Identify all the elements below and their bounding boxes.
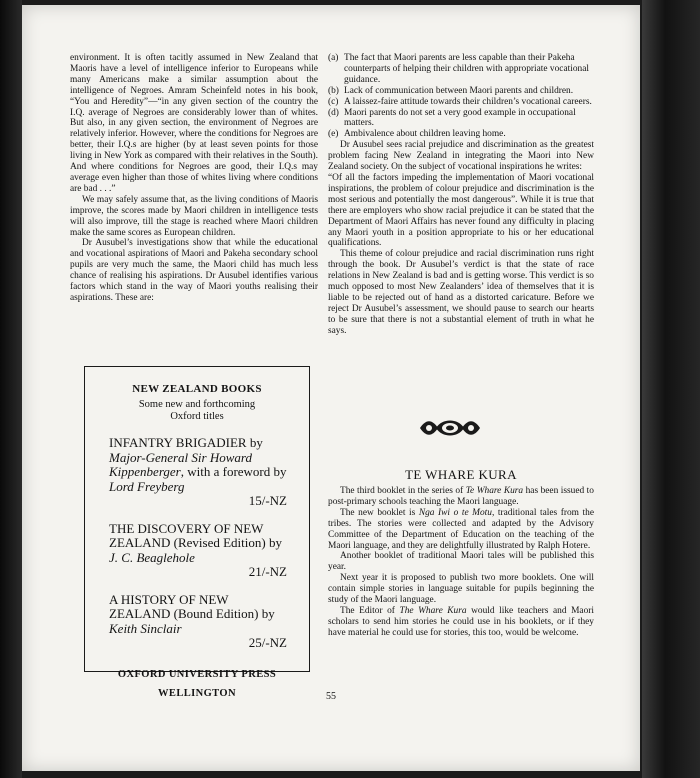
list-marker: (a) bbox=[328, 53, 339, 63]
factor-list-item bbox=[328, 97, 594, 108]
factor-list-item bbox=[328, 108, 594, 130]
list-text: A laissez-faire attitude towards their children’s vocational careers. bbox=[344, 96, 592, 107]
left-column bbox=[70, 53, 318, 304]
list-text: The fact that Maori parents are less capable than their Pakeha counterparts of helping their children with appropriate vocational guidance. bbox=[344, 53, 589, 85]
book-author: Keith Sinclair bbox=[109, 620, 182, 636]
ornament-divider-icon bbox=[418, 417, 482, 439]
advert-publisher: OXFORD UNIVERSITY PRESS bbox=[117, 668, 277, 680]
right-paragraph-2: This theme of colour prejudice and racial discrimination runs right through the book. Dr Ausubel’s verdict is that the state of race relations in New Zealand is bad and is getting worse. This verdict is so much opposed to most New Zealanders’ idea of themselves that it is liable to be rejected out of hand as a distorted caricature. Before we reject Dr Ausubel’s assessment, we should pause to search our hearts to be sure that there is not a substantial element of truth in what he says. bbox=[328, 249, 594, 336]
list-text: Maori parents do not set a very good example in occupational matters. bbox=[344, 107, 576, 129]
advert-book-entry bbox=[109, 593, 287, 651]
booklet-title: Nga Iwi o te Motu bbox=[418, 507, 492, 518]
book-author: J. C. Beaglehole bbox=[109, 549, 195, 565]
section-title: TE WHARE KURA bbox=[405, 467, 517, 482]
factor-list-item bbox=[328, 129, 594, 140]
whare-kura-paragraph-2 bbox=[328, 508, 594, 552]
whare-kura-paragraph-4: Next year it is proposed to publish two more booklets. One will contain simple stories in language suitable for pupils beginning the study of the Maori language. bbox=[328, 573, 594, 606]
publication-title: The Whare Kura bbox=[399, 605, 467, 616]
book-title: THE DISCOVERY OF NEW ZEALAND bbox=[109, 520, 264, 550]
advert-subheading-line-2: Oxford titles bbox=[170, 411, 224, 422]
book-price: 21/-NZ bbox=[248, 564, 287, 579]
list-text: Ambivalence about children leaving home. bbox=[344, 129, 506, 140]
factor-list-item bbox=[328, 86, 594, 97]
advert-subheading-line-1: Some new and forthcoming bbox=[138, 399, 256, 410]
text-run: The Editor of bbox=[340, 605, 400, 616]
book-title: A HISTORY OF NEW ZEALAND bbox=[109, 591, 229, 621]
scan-left-edge bbox=[0, 0, 22, 778]
text-run: The third booklet in the series of bbox=[340, 486, 466, 496]
book-edition: (Bound Edition) by bbox=[170, 606, 275, 621]
book-price: 15/-NZ bbox=[248, 493, 287, 508]
scan-right-edge bbox=[642, 0, 700, 778]
book-author: Major-General Sir Howard Kippenberger bbox=[109, 449, 252, 479]
list-text: Lack of communication between Maori parents and children. bbox=[344, 85, 574, 96]
book-advertisement bbox=[84, 366, 310, 699]
list-marker: (e) bbox=[328, 129, 339, 140]
page-number: 55 bbox=[326, 691, 336, 702]
left-paragraph-1: environment. It is often tacitly assumed in New Zealand that Maoris have a level of intelligence inferior to Europeans while many Americans make a similar assumption about the intelligence of Negroes. Amram Scheinfeld notes in his book, “You and Heredity”—“in any given section of the country the I.Q. average of Negroes are considerably lower than of whites. But also, in any given section, the environment of Negroes are relatively inferior. However, where the conditions for Negroes are better, their I.Q.s are higher (by at least seven points for those living in New York as compared with their relatives in the South). And where conditions for Negroes are good, their I.Q.s may average even higher than those of whites living where conditions are bad . . .” bbox=[70, 53, 318, 194]
book-page bbox=[22, 5, 640, 771]
whare-kura-column bbox=[328, 486, 594, 639]
right-quote: “Of all the factors impeding the implementation of Maori vocational inspirations, the problem of colour prejudice and discrimination is the most serious and potentially the most dangerous”. While it is true that there are employers who show racial prejudice it can be stated that the Department of Maori Affairs has never found any difficulty in placing any Maori youth in a position appropriate to his or her educational qualifications. bbox=[328, 172, 594, 249]
advert-city: WELLINGTON bbox=[158, 687, 236, 699]
right-column bbox=[328, 53, 594, 337]
booklet-series-title: Te Whare Kura bbox=[465, 486, 524, 496]
text-run: The new booklet is bbox=[340, 507, 419, 518]
advert-subheading bbox=[85, 399, 309, 423]
text-run: would like teachers and Maori scholars to send him stories he could use in his booklets, or if they have material he could use for stories, this too, would be welcome. bbox=[328, 605, 594, 638]
factor-list-item bbox=[328, 53, 594, 86]
advert-book-entry bbox=[109, 522, 287, 580]
list-marker: (d) bbox=[328, 107, 339, 118]
book-by: by bbox=[249, 435, 263, 450]
list-marker: (c) bbox=[328, 96, 339, 107]
book-edition: (Revised Edition) by bbox=[170, 535, 282, 550]
book-title: INFANTRY BRIGADIER bbox=[109, 435, 247, 450]
whare-kura-paragraph-1 bbox=[328, 486, 594, 508]
left-paragraph-3: Dr Ausubel’s investigations show that while the educational and vocational aspirations of Maori and Pakeha secondary school pupils are very much the same, the Maori child has much less chance of realising his aspirations. Dr Ausubel identifies various factors which stand in the way of Maori youths realising their aspirations. These are: bbox=[70, 238, 318, 303]
book-price: 25/-NZ bbox=[248, 635, 287, 650]
text-run: has been issued to post-primary schools teaching the Maori language. bbox=[328, 486, 594, 507]
book-foreword-author: Lord Freyberg bbox=[109, 478, 185, 494]
left-paragraph-2: We may safely assume that, as the living conditions of Maoris improve, the scores made by Maori children in intelligence tests will also improve, till the stage is reached where Maori children make the same scores as European children. bbox=[70, 194, 318, 238]
whare-kura-paragraph-3: Another booklet of traditional Maori tales will be published this year. bbox=[328, 551, 594, 573]
advert-heading: NEW ZEALAND BOOKS bbox=[132, 383, 262, 395]
whare-kura-paragraph-5 bbox=[328, 606, 594, 639]
book-foreword-label: , with a foreword by bbox=[180, 464, 287, 479]
list-marker: (b) bbox=[328, 85, 339, 96]
advert-book-entry bbox=[109, 436, 287, 509]
text-run: , traditional tales from the tribes. The stories were collected and adapted by the Advisory Committee of the Department of Education on the teaching of the Maori language, and they are delightfully illustrated by Ralph Hotere. bbox=[328, 507, 594, 551]
right-paragraph-1: Dr Ausubel sees racial prejudice and discrimination as the greatest problem facing New Zealand in integrating the Maori into New Zealand society. On the subject of vocational inspirations he writes: bbox=[328, 140, 594, 173]
